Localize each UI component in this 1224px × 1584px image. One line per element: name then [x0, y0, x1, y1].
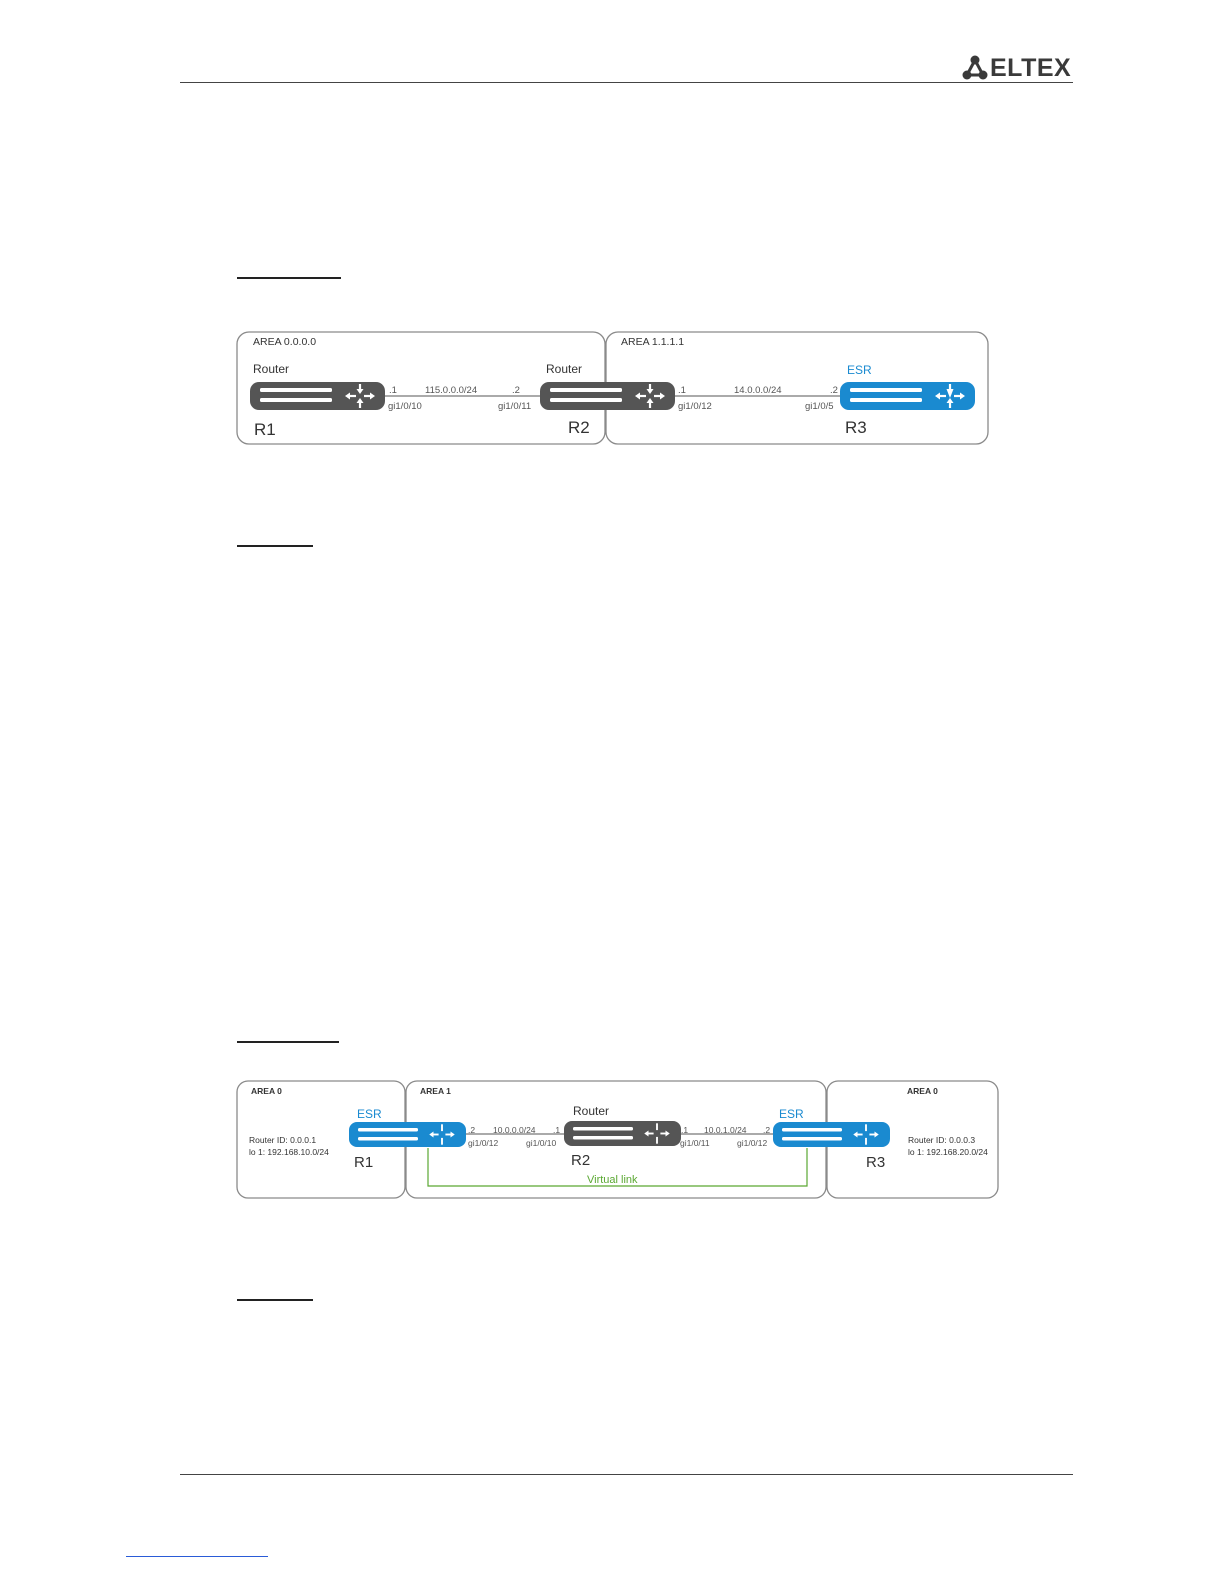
section-heading-underline: [237, 277, 341, 279]
device-slot: [260, 398, 332, 402]
device-slot: [550, 388, 622, 392]
device-type-label: Router: [573, 1104, 610, 1118]
network-diagram-2: [230, 1074, 1005, 1206]
device-name: R1: [354, 1154, 374, 1171]
device-slot: [782, 1128, 842, 1132]
host-label: .1: [681, 1125, 689, 1135]
subnet-label: 115.0.0.0/24: [425, 385, 478, 396]
interface-label: gi1/0/12: [468, 1138, 499, 1148]
section-heading-underline: [237, 545, 313, 547]
device-slot: [550, 398, 622, 402]
subnet-label: 10.0.1.0/24: [704, 1125, 747, 1135]
subnet-label: 14.0.0.0/24: [734, 385, 782, 396]
device-slot: [358, 1137, 418, 1141]
device-slot: [850, 398, 922, 402]
device-name: R2: [568, 418, 590, 437]
network-diagram-1: [230, 326, 995, 452]
section-heading-underline: [237, 1041, 339, 1043]
interface-label: gi1/0/5: [805, 401, 834, 412]
device-name: R2: [571, 1152, 591, 1169]
device-type-label: Router: [253, 362, 290, 376]
interface-label: gi1/0/10: [526, 1138, 557, 1148]
loopback-label: lo 1: 192.168.10.0/24: [249, 1147, 329, 1157]
host-label: .2: [512, 385, 520, 396]
device-name: R3: [866, 1154, 886, 1171]
interface-label: gi1/0/11: [498, 401, 532, 412]
host-label: .1: [678, 385, 686, 396]
subnet-label: 10.0.0.0/24: [493, 1125, 536, 1135]
interface-label: gi1/0/12: [737, 1138, 768, 1148]
area-label: AREA 0: [251, 1086, 282, 1096]
interface-label: gi1/0/12: [678, 401, 712, 412]
host-label: .2: [468, 1125, 476, 1135]
router-id-label: Router ID: 0.0.0.1: [249, 1135, 317, 1145]
interface-label: gi1/0/11: [680, 1138, 710, 1148]
host-label: .2: [830, 385, 838, 396]
area-label: AREA 1.1.1.1: [621, 336, 685, 348]
device-slot: [260, 388, 332, 392]
area-label: AREA 1: [420, 1086, 451, 1096]
device-type-label: ESR: [847, 363, 872, 377]
area-label: AREA 0: [907, 1086, 938, 1096]
logo-text: ELTEX: [990, 54, 1072, 82]
device-name: R3: [845, 418, 867, 437]
device-slot: [782, 1137, 842, 1141]
footer-rule: [180, 1474, 1073, 1475]
router-id-label: Router ID: 0.0.0.3: [908, 1135, 976, 1145]
device-type-label: ESR: [357, 1107, 382, 1121]
host-label: .2: [763, 1125, 771, 1135]
interface-label: gi1/0/10: [388, 401, 422, 412]
eltex-logo: [962, 54, 1074, 82]
area-label: AREA 0.0.0.0: [253, 336, 317, 348]
host-label: .1: [389, 385, 397, 396]
device-name: R1: [254, 420, 276, 439]
device-slot: [573, 1136, 633, 1140]
eltex-logo-icon: [962, 54, 992, 82]
footer-link-underline[interactable]: [126, 1556, 268, 1557]
device-slot: [850, 388, 922, 392]
device-slot: [358, 1128, 418, 1132]
loopback-label: lo 1: 192.168.20.0/24: [908, 1147, 988, 1157]
device-slot: [573, 1127, 633, 1131]
device-type-label: ESR: [779, 1107, 804, 1121]
host-label: .1: [553, 1125, 561, 1135]
header-rule: [180, 82, 1073, 83]
section-heading-underline: [237, 1299, 313, 1301]
device-type-label: Router: [546, 362, 583, 376]
virtual-link-label: Virtual link: [587, 1174, 638, 1186]
